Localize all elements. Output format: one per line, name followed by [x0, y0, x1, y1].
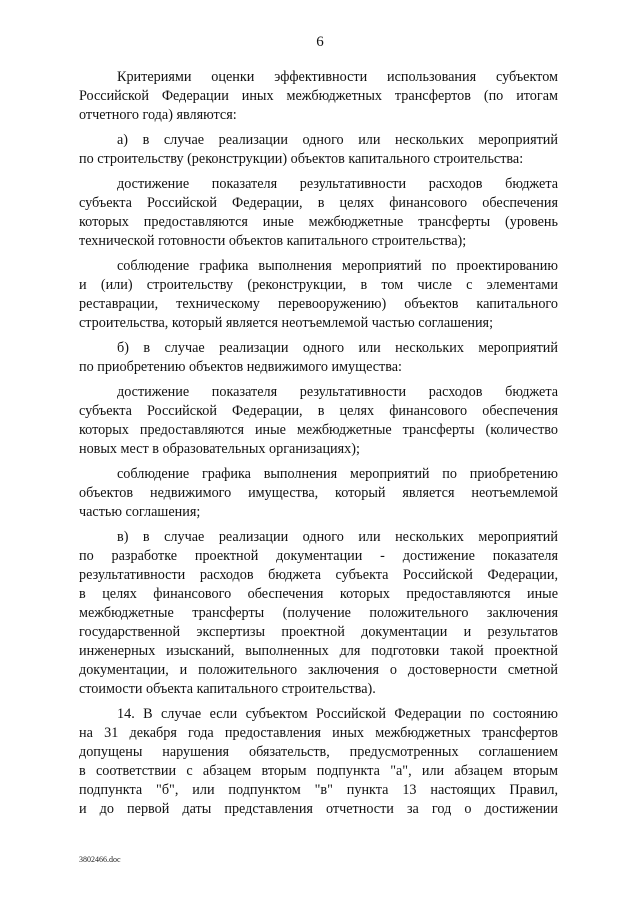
text-line: частью соглашения;	[79, 504, 201, 520]
text-line: и до первой даты представления отчетности за год о достижении	[79, 801, 558, 817]
text-line: по приобретению объектов недвижимого имущества:	[79, 359, 402, 375]
text-line: Российской Федерации иных межбюджетных трансфертов (по итогам	[79, 88, 558, 104]
text-line: на 31 декабря года предоставления иных межбюджетных трансфертов	[79, 725, 558, 741]
text-line: и (или) строительству (реконструкции, в том числе с элементами	[79, 277, 558, 293]
text-line: б) в случае реализации одного или нескольких мероприятий	[117, 340, 558, 356]
text-line: субъекта Российской Федерации, в целях финансового обеспечения	[79, 195, 558, 211]
text-line: достижение показателя результативности расходов бюджета	[117, 384, 558, 400]
text-line: стоимости объекта капитального строительства).	[79, 681, 376, 697]
text-line: 14. В случае если субъектом Российской Федерации по состоянию	[117, 706, 558, 722]
text-line: по разработке проектной документации - достижение показателя	[79, 548, 558, 564]
text-line: Критериями оценки эффективности использования субъектом	[117, 69, 558, 85]
text-line: отчетного года) являются:	[79, 107, 237, 123]
text-line: государственной экспертизы проектной документации и результатов	[79, 624, 558, 640]
document-file-code: 3802466.doc	[79, 855, 121, 864]
text-line: достижение показателя результативности расходов бюджета	[117, 176, 558, 192]
text-line: новых мест в образовательных организациях);	[79, 441, 360, 457]
text-line: в) в случае реализации одного или нескольких мероприятий	[117, 529, 558, 545]
text-line: технической готовности объектов капитального строительства);	[79, 233, 467, 249]
text-line: результативности расходов бюджета субъекта Российской Федерации,	[79, 567, 558, 583]
text-line: инженерных изысканий, выполненных для подготовки такой проектной	[79, 643, 558, 659]
text-line: которых предоставляются иные межбюджетные трансферты (уровень	[79, 214, 558, 230]
text-line: в целях финансового обеспечения которых предоставляются иные	[79, 586, 558, 602]
text-line: допущены нарушения обязательств, предусмотренных соглашением	[79, 744, 558, 760]
text-line: в соответствии с абзацем вторым подпункта "а", или абзацем вторым	[79, 763, 558, 779]
text-line: соблюдение графика выполнения мероприятий по приобретению	[117, 466, 558, 482]
text-line: а) в случае реализации одного или нескольких мероприятий	[117, 132, 558, 148]
page-number: 6	[316, 34, 324, 50]
text-line: по строительству (реконструкции) объектов капитального строительства:	[79, 151, 524, 167]
text-line: которых предоставляются иные межбюджетные трансферты (количество	[79, 422, 558, 438]
text-line: межбюджетные трансферты (получение положительного заключения	[79, 605, 558, 621]
text-line: документации, и положительного заключения о достоверности сметной	[79, 662, 558, 678]
text-line: строительства, который является неотъемлемой частью соглашения;	[79, 315, 494, 331]
text-line: объектов недвижимого имущества, который является неотъемлемой	[79, 485, 558, 501]
text-line: соблюдение графика выполнения мероприятий по проектированию	[117, 258, 558, 274]
text-line: подпункта "б", или подпунктом "в" пункта 13 настоящих Правил,	[79, 782, 558, 798]
text-line: субъекта Российской Федерации, в целях финансового обеспечения	[79, 403, 558, 419]
text-line: реставрации, техническому перевооружению) объектов капитального	[79, 296, 558, 312]
